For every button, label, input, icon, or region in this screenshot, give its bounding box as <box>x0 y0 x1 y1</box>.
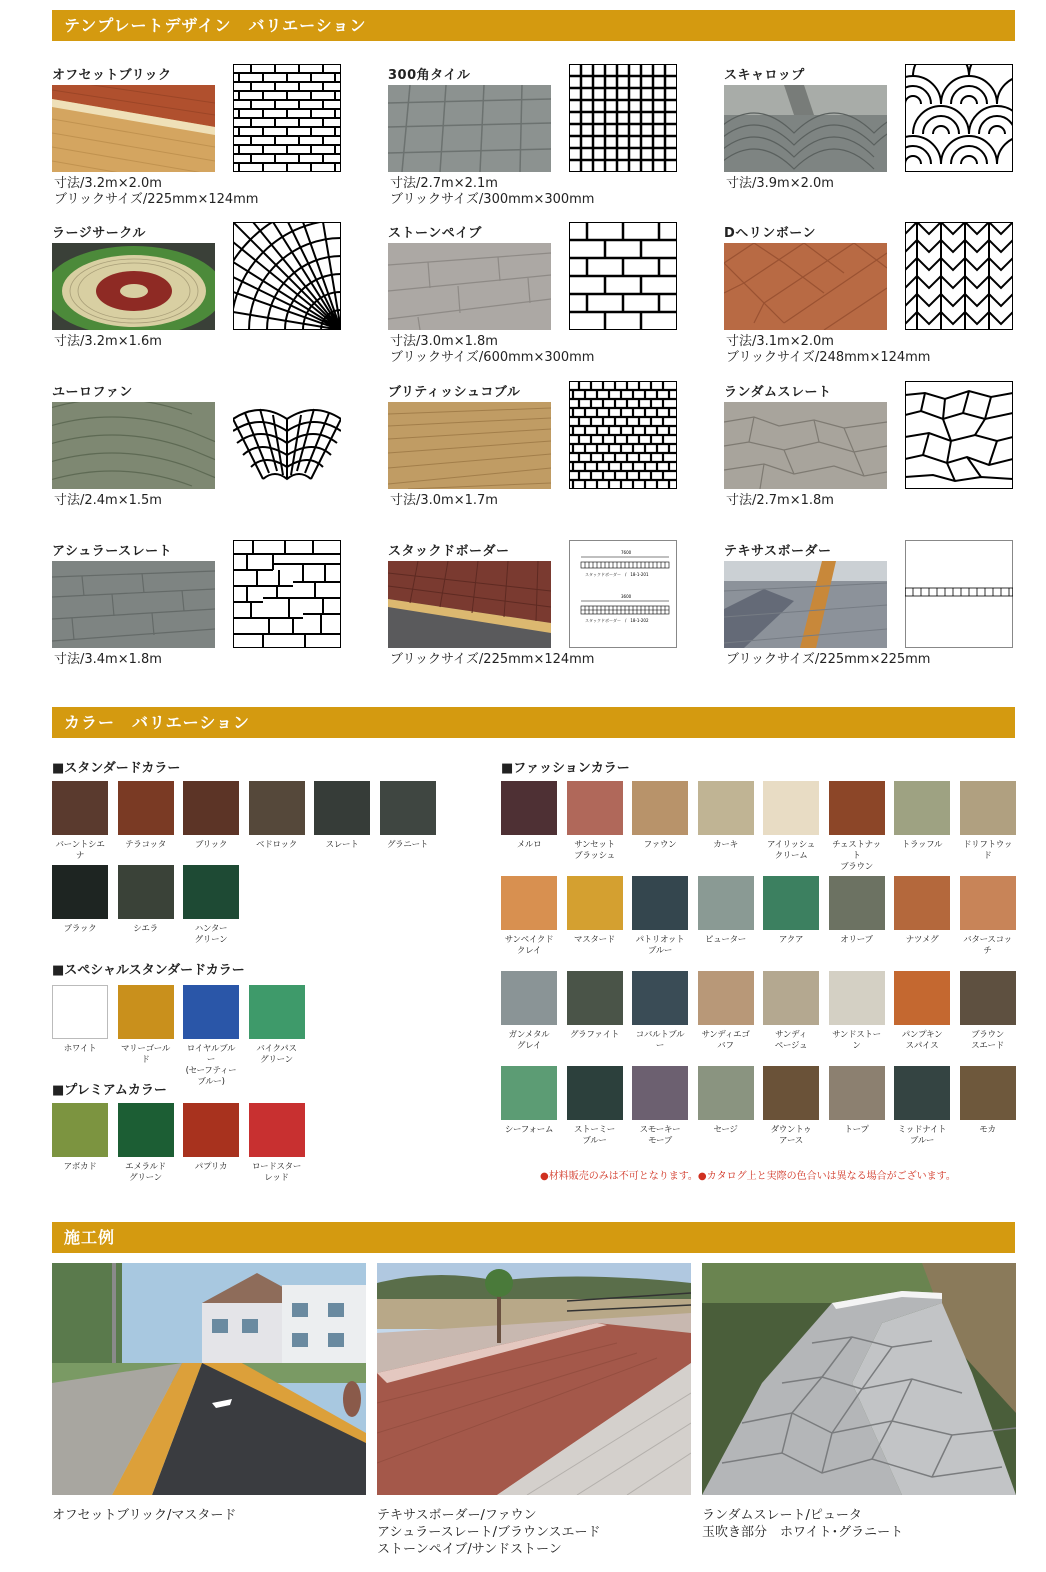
texas-border-pattern <box>905 540 1013 648</box>
example-texas-border <box>377 1263 691 1558</box>
color-chip <box>698 781 754 835</box>
color-swatch <box>960 876 1016 957</box>
color-chip <box>632 876 688 930</box>
template-spec: 寸法/2.4m×1.5m <box>54 493 162 508</box>
color-chip <box>183 781 239 835</box>
color-name: ファウン <box>643 840 677 850</box>
color-swatch <box>501 971 557 1052</box>
color-chip <box>501 1066 557 1120</box>
example-caption: オフセットブリック/マスタード <box>52 1508 237 1523</box>
color-name: アボカド <box>63 1162 97 1172</box>
color-swatch <box>52 1103 108 1173</box>
example-random-slate <box>702 1263 1016 1541</box>
example-caption: ランダムスレート/ピュータ 玉吹き部分 ホワイト･グラニート <box>702 1508 904 1540</box>
diagram-label-2: スタックドボーダー / 18-1-202 <box>585 618 649 623</box>
template-name: ブリティッシュコブル <box>388 385 521 400</box>
color-name: サンディ ベージュ <box>774 1030 808 1051</box>
color-chip <box>763 781 819 835</box>
template-photo <box>388 561 551 648</box>
color-chip <box>52 781 108 835</box>
template-spec: 寸法/3.2m×2.0m ブリックサイズ/225mm×124mm <box>54 176 259 207</box>
color-chip <box>118 985 174 1039</box>
template-spec: 寸法/3.0m×1.7m <box>390 493 498 508</box>
color-swatch <box>567 971 623 1041</box>
template-spec: 寸法/3.9m×2.0m <box>726 176 834 191</box>
color-swatch <box>501 876 557 957</box>
color-chip <box>314 781 370 835</box>
color-name: ブリック <box>194 840 228 850</box>
color-chip <box>632 1066 688 1120</box>
template-spec: ブリックサイズ/225mm×225mm <box>726 652 931 667</box>
color-name: サンドストーン <box>832 1030 881 1051</box>
color-name: スレート <box>325 840 359 850</box>
color-name: アクア <box>778 935 804 945</box>
color-name: カーキ <box>713 840 738 850</box>
special-color-label: ■スペシャルスタンダードカラー <box>52 963 245 978</box>
standard-color-label: ■スタンダードカラー <box>52 761 181 776</box>
template-stacked-border <box>388 540 688 690</box>
color-chip <box>829 781 885 835</box>
ashlar-slate-pattern <box>233 540 341 648</box>
color-swatch <box>894 971 950 1052</box>
color-swatch <box>52 781 108 862</box>
color-name: チェストナット ブラウン <box>832 840 881 872</box>
template-name: スタックドボーダー <box>388 544 510 559</box>
template-random-slate <box>724 381 1024 531</box>
color-swatch <box>183 865 239 946</box>
template-photo <box>724 561 887 648</box>
template-ashlar-slate <box>52 540 352 690</box>
template-name: アシュラースレート <box>52 544 173 559</box>
color-name: テラコッタ <box>125 840 166 850</box>
color-swatch <box>829 876 885 946</box>
color-swatch <box>763 781 819 862</box>
color-name: バタースコッチ <box>963 935 1012 956</box>
color-swatch <box>829 1066 885 1136</box>
template-large-circle <box>52 222 352 372</box>
template-d-herringbone <box>724 222 1024 372</box>
color-chip <box>763 971 819 1025</box>
color-swatch <box>183 1103 239 1173</box>
color-swatch <box>52 865 108 935</box>
color-chip <box>249 1103 305 1157</box>
color-swatch <box>632 1066 688 1147</box>
stacked-border-diagram <box>569 540 677 648</box>
color-swatch <box>698 1066 754 1136</box>
color-chip <box>501 971 557 1025</box>
template-photo <box>724 402 887 489</box>
template-spec: 寸法/2.7m×1.8m <box>726 493 834 508</box>
premium-color-label: ■プレミアムカラー <box>52 1083 167 1098</box>
color-chip <box>501 876 557 930</box>
color-chip <box>632 781 688 835</box>
template-name: オフセットブリック <box>52 68 172 83</box>
template-spec: 寸法/2.7m×2.1m ブリックサイズ/300mm×300mm <box>390 176 595 207</box>
color-chip <box>698 971 754 1025</box>
scallop-pattern <box>905 64 1013 172</box>
color-name: ストーミー ブルー <box>573 1125 615 1146</box>
color-swatch <box>314 781 370 851</box>
british-cobble-pattern <box>569 381 677 489</box>
color-swatch <box>249 1103 305 1184</box>
template-name: Dヘリンボーン <box>724 226 817 241</box>
color-swatch <box>380 781 436 851</box>
color-name: コバルトブルー <box>635 1030 685 1051</box>
template-name: テキサスボーダー <box>724 544 832 559</box>
color-swatch <box>501 1066 557 1136</box>
color-chip <box>183 865 239 919</box>
color-swatch <box>632 876 688 957</box>
color-chip <box>567 876 623 930</box>
color-swatch <box>118 865 174 935</box>
color-chip <box>249 781 305 835</box>
color-chip <box>249 985 305 1039</box>
template-photo <box>52 85 215 172</box>
color-chip <box>698 1066 754 1120</box>
color-swatch <box>829 971 885 1052</box>
color-chip <box>763 1066 819 1120</box>
color-name: アイリッシュ クリーム <box>767 840 815 861</box>
color-chip <box>960 1066 1016 1120</box>
template-spec: 寸法/3.4m×1.8m <box>54 652 162 667</box>
template-euro-fan <box>52 381 352 531</box>
color-name: シーフォーム <box>504 1125 554 1135</box>
template-spec: 寸法/3.1m×2.0m ブリックサイズ/248mm×124mm <box>726 334 931 365</box>
color-chip <box>567 781 623 835</box>
color-name: スモーキー モーブ <box>639 1125 681 1146</box>
color-swatch <box>52 985 108 1055</box>
color-swatch <box>118 1103 174 1184</box>
color-chip <box>829 1066 885 1120</box>
color-swatch <box>249 781 305 851</box>
color-chip <box>52 985 108 1039</box>
color-swatch <box>763 1066 819 1147</box>
color-chip <box>894 876 950 930</box>
color-name: シエラ <box>133 924 158 934</box>
color-name: サンディエゴ バフ <box>701 1030 750 1051</box>
template-photo <box>52 561 215 648</box>
template-photo <box>388 243 551 330</box>
color-chip <box>763 876 819 930</box>
color-chip <box>829 876 885 930</box>
color-name: ドリフトウッド <box>962 840 1013 861</box>
color-name: ブラック <box>63 924 97 934</box>
template-photo <box>388 85 551 172</box>
color-swatch <box>567 781 623 862</box>
color-name: パプリカ <box>194 1162 228 1172</box>
color-name: トープ <box>844 1125 869 1135</box>
color-name: ガンメタル グレイ <box>508 1030 550 1051</box>
random-slate-pattern <box>905 381 1013 489</box>
color-swatch <box>763 971 819 1052</box>
template-name: スキャロップ <box>724 68 805 83</box>
color-name: エメラルド グリーン <box>125 1162 166 1183</box>
diagram-dim-1: 7600 <box>621 550 632 555</box>
color-name: パトリオット ブルー <box>635 935 685 956</box>
color-name: マリーゴールド <box>120 1044 171 1065</box>
template-spec: 寸法/3.0m×1.8m ブリックサイズ/600mm×300mm <box>390 334 595 365</box>
color-chip <box>894 781 950 835</box>
color-name: ベドロック <box>256 840 297 850</box>
herringbone-pattern <box>905 222 1013 330</box>
color-swatch <box>698 781 754 851</box>
color-name: ブラウン スエード <box>971 1030 1004 1051</box>
color-swatch <box>183 985 239 1088</box>
color-name: メルロ <box>516 840 542 850</box>
color-swatch <box>501 781 557 851</box>
color-swatch <box>567 1066 623 1147</box>
example-photo <box>377 1263 691 1495</box>
color-chip <box>118 781 174 835</box>
color-chip <box>501 781 557 835</box>
color-name: モカ <box>979 1125 996 1135</box>
fashion-color-label: ■ファッションカラー <box>501 761 630 776</box>
template-300-tile <box>388 64 688 214</box>
template-offset-brick <box>52 64 352 214</box>
color-name: ダウントゥ アース <box>770 1125 812 1146</box>
color-chip <box>960 876 1016 930</box>
template-name: ユーロファン <box>52 385 133 400</box>
template-section-header: テンプレートデザイン バリエーション <box>52 10 1015 41</box>
color-name: オリーブ <box>840 935 873 945</box>
template-name: ラージサークル <box>52 226 146 241</box>
color-swatch <box>894 1066 950 1147</box>
stone-pave-pattern <box>569 222 677 330</box>
color-name: ホワイト <box>63 1044 97 1054</box>
color-chip <box>118 865 174 919</box>
color-name: サンベイクド クレイ <box>504 935 554 956</box>
template-spec: ブリックサイズ/225mm×124mm <box>390 652 595 667</box>
example-caption: テキサスボーダー/ファウン アシュラースレート/ブラウンスエード ストーンペイブ/サンドストーン <box>377 1508 601 1557</box>
color-chip <box>183 985 239 1039</box>
color-swatch <box>960 971 1016 1052</box>
color-name: ミッドナイト ブルー <box>897 1125 947 1146</box>
example-photo <box>52 1263 366 1495</box>
color-swatch <box>183 781 239 851</box>
template-scallop <box>724 64 1024 214</box>
color-swatch <box>960 781 1016 862</box>
color-swatch <box>249 985 305 1066</box>
color-swatch <box>960 1066 1016 1136</box>
template-spec: 寸法/3.2m×1.6m <box>54 334 162 349</box>
color-name: マスタード <box>573 935 615 945</box>
color-chip <box>183 1103 239 1157</box>
diagram-dim-2: 3600 <box>621 594 632 599</box>
color-chip <box>894 1066 950 1120</box>
color-chip <box>829 971 885 1025</box>
color-chip <box>118 1103 174 1157</box>
color-swatch <box>567 876 623 946</box>
color-name: バイクパス グリーン <box>256 1044 297 1065</box>
color-swatch <box>632 971 688 1052</box>
template-photo <box>52 243 215 330</box>
example-section-header: 施工例 <box>52 1222 1015 1253</box>
template-british-cobble <box>388 381 688 531</box>
template-photo <box>724 85 887 172</box>
color-chip <box>894 971 950 1025</box>
color-chip <box>567 971 623 1025</box>
color-swatch <box>698 971 754 1052</box>
color-chip <box>52 1103 108 1157</box>
template-name: ランダムスレート <box>724 385 832 400</box>
template-photo <box>724 243 887 330</box>
color-name: サンセット ブラッシュ <box>574 840 615 861</box>
color-chip <box>567 1066 623 1120</box>
color-chip <box>380 781 436 835</box>
template-photo <box>52 402 215 489</box>
color-name: グラファイト <box>569 1030 620 1040</box>
example-photo <box>702 1263 1016 1495</box>
color-name: ピューター <box>704 935 746 945</box>
color-swatch <box>763 876 819 946</box>
example-offset-brick <box>52 1263 366 1524</box>
color-section-header: カラー バリエーション <box>52 707 1015 738</box>
color-chip <box>960 971 1016 1025</box>
color-name: ハンター グリーン <box>194 924 228 945</box>
color-name: パンプキン スパイス <box>901 1030 943 1051</box>
color-note: ●材料販売のみは不可となります。●カタログ上と実際の色合いは異なる場合がございます。 <box>540 1171 956 1182</box>
template-photo <box>388 402 551 489</box>
tile-grid-pattern <box>569 64 677 172</box>
color-name: バーントシエナ <box>55 840 105 861</box>
template-name: ストーンペイブ <box>388 226 482 241</box>
color-name: ロイヤルブルー (セーフティーブルー) <box>185 1044 237 1087</box>
template-stone-pave <box>388 222 688 372</box>
diagram-label-1: スタックドボーダー / 18-1-201 <box>585 572 649 577</box>
color-swatch <box>632 781 688 851</box>
large-circle-pattern <box>233 222 341 330</box>
color-swatch <box>894 876 950 946</box>
template-texas-border <box>724 540 1024 690</box>
color-swatch <box>894 781 950 851</box>
color-chip <box>632 971 688 1025</box>
color-name: トラッフル <box>901 840 943 850</box>
color-name: セージ <box>713 1125 738 1135</box>
color-name: グラニート <box>386 840 428 850</box>
color-swatch <box>118 781 174 851</box>
color-swatch <box>829 781 885 873</box>
color-chip <box>52 865 108 919</box>
color-chip <box>698 876 754 930</box>
euro-fan-pattern <box>233 381 341 489</box>
color-swatch <box>118 985 174 1066</box>
color-chip <box>960 781 1016 835</box>
offset-brick-pattern <box>233 64 341 172</box>
color-name: ロードスター レッド <box>251 1162 302 1183</box>
color-name: ナツメグ <box>905 935 939 945</box>
color-swatch <box>698 876 754 946</box>
template-name: 300角タイル <box>388 68 471 83</box>
